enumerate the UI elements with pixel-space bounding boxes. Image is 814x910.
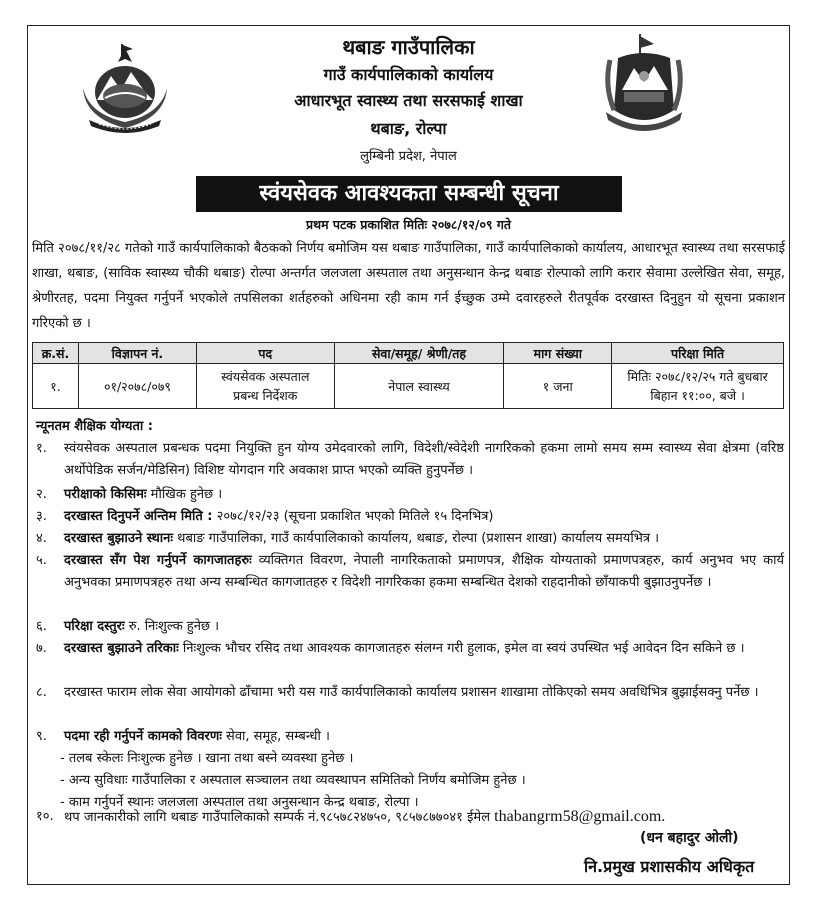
item-number: १. — [36, 441, 47, 456]
item-number: ६. — [36, 619, 47, 634]
col-header-sn: क्र.सं. — [33, 343, 79, 364]
contact-phone: थप जानकारीको लागि थबाङ गाउँपालिकाको सम्पर्क नं.९८५७८२४७५०, ९८५७८७७०४१ ईमेल — [64, 810, 491, 825]
item-label: दरखास्त बुझाउने स्थानः — [64, 531, 174, 546]
item-text — [64, 726, 784, 748]
cell-post — [196, 364, 334, 409]
branch-name: आधारभूत स्वास्थ्य तथा सरसफाई शाखा — [294, 91, 523, 110]
col-header-demand: माग संख्या — [504, 343, 612, 364]
item-body: रु. निःशुल्क हुनेछ । — [124, 619, 220, 634]
item-text — [64, 528, 784, 550]
cell-post-line1: स्वंयसेवक अस्पताल — [221, 369, 310, 384]
col-header-exam-date: परिक्षा मिति — [612, 343, 784, 364]
municipality-name: थबाङ गाउँपालिका — [342, 35, 475, 59]
notice-banner: स्वंयसेवक आवश्यकता सम्बन्धी सूचना — [196, 176, 622, 212]
item-body: दरखास्त फाराम लोक सेवा आयोगको ढाँचामा भरी यस गाउँ कार्यपालिकाको कार्यालय प्रशासन शाखामा तोकिएको समय अवधिभित्र बुझाईसक्नु पर्नेछ । — [64, 685, 759, 700]
item-number: ३. — [36, 509, 47, 524]
item-number: ४. — [36, 531, 47, 546]
sub-item-salary: - तलब स्केलः निःशुल्क हुनेछ । खाना तथा बस्ने व्यवस्था हुनेछ । — [60, 751, 354, 766]
sub-item-facilities: - अन्य सुविधाः गाउँपालिका र अस्पताल सञ्चालन तथा व्यवस्थापन समितिको निर्णय बमोजिम हुनेछ । — [60, 773, 526, 788]
cell-service: नेपाल स्वास्थ्य — [334, 364, 504, 409]
col-header-adv-no: विज्ञापन नं. — [78, 343, 196, 364]
municipality-logo-icon — [600, 30, 688, 140]
signatory-title: नि.प्रमुख प्रशासकीय अधिकृत — [584, 857, 755, 876]
item-number: ८. — [36, 685, 47, 700]
signatory-name: (धन बहादुर ओली) — [640, 830, 739, 846]
item-text — [64, 638, 784, 660]
qualification-title: न्यूनतम शैक्षिक योग्यता : — [36, 419, 153, 434]
province-country: लुम्बिनी प्रदेश, नेपाल — [360, 149, 457, 164]
table-row — [33, 364, 784, 409]
item-body: निःशुल्क भौचर रसिद तथा आवश्यक कागजातहरु संलग्न गरी हुलाक, इमेल वा स्वयं उपस्थित भई आवेदन दिन सकिने छ । — [178, 641, 745, 656]
table-header-row — [33, 343, 784, 364]
cell-exam-line2: बिहान ११:००, बजे । — [650, 388, 745, 403]
item-text — [64, 484, 784, 506]
item-text — [64, 550, 784, 594]
cell-demand: १ जना — [504, 364, 612, 409]
vacancy-table — [32, 342, 784, 409]
item-body: व्यक्तिगत विवरण, नेपाली नागरिकताको प्रमाणपत्र, शैक्षिक योग्यताको प्रमाणपत्रहरु, कार्य अनुभव भए कार्य अनुभवका प्रमाणपत्रहरु तथा अन्य सम्बन्धित कागजातहरु र विदेशी नागरिकका हकमा सम्बन्धित देशको राहदानीको छाँयाकपी बुझाउनुपर्नेछ । — [64, 553, 784, 590]
cell-adv-no: ०१/२०७८/०७९ — [78, 364, 196, 409]
item-text — [64, 438, 784, 482]
intro-paragraph: मिति २०७८/११/२८ गतेको गाउँ कार्यपालिकाको बैठकको निर्णय बमोजिम यस थबाङ गाउँपालिका, गाउँ कार्यपालिकाको कार्यालय, आधारभूत स्वास्थ्य तथा सरसफाई शाखा, थबाङ, (साविक स्वास्थ्य चौकी थबाङ) रोल्पा अन्तर्गत जलजला अस्पताल तथा अनुसन्धान केन्द्र थबाङ रोल्पाको लागि करार सेवामा उल्लेखित सेवा, समूह, श्रेणीरतह, पदमा नियुक्त गर्नुपर्ने भएकोले तपसिलका शर्तहरुको अधिनमा रही काम गर्न ईच्छुक उम्मे दवारहरुले रीतपूर्वक दरखास्त दिनुहुन यो सूचना प्रकाशन गरिएको छ । — [32, 241, 785, 331]
col-header-service: सेवा/समूह/ श्रेणी/तह — [334, 343, 504, 364]
item-body: थबाङ गाउँपालिका, गाउँ कार्यपालिकाको कार्यालय, थबाङ, रोल्पा (प्रशासन शाखा) कार्यालय समयभित्र । — [173, 531, 660, 546]
sub-item-workplace: - काम गर्नुपर्ने स्थानः जलजला अस्पताल तथा अनुसन्धान केन्द्र थबाङ, रोल्पा । — [60, 795, 419, 810]
item-text — [64, 616, 784, 638]
first-published-date: प्रथम पटक प्रकाशित मितिः २०७८/१२/०९ गते — [305, 217, 512, 232]
item-body: २०७८/१२/२३ (सूचना प्रकाशित भएको मितिले १५ दिनभित्र) — [212, 509, 494, 524]
nepal-emblem-icon — [75, 40, 175, 140]
item-label: परीक्षाको किसिमः — [64, 487, 147, 502]
item-label: दरखास्त दिनुपर्ने अन्तिम मिति : — [64, 509, 213, 524]
item-body: मौखिक हुनेछ । — [146, 487, 223, 502]
item-body: सेवा, समूह, सम्बन्धी । — [221, 729, 330, 744]
contact-text — [64, 806, 784, 829]
col-header-post: पद — [196, 343, 334, 364]
item-text — [64, 506, 784, 528]
item-label: पदमा रही गर्नुपर्ने कामको विवरणः — [64, 729, 222, 744]
item-text — [64, 682, 784, 704]
item-label: परिक्षा दस्तुरः — [64, 619, 125, 634]
cell-sn: १. — [33, 364, 79, 409]
item-label: दरखास्त सँग पेश गर्नुपर्ने कागजातहरुः — [64, 553, 252, 568]
office-name: गाउँ कार्यपालिकाको कार्यालय — [323, 65, 494, 84]
item-number: २. — [36, 487, 47, 502]
cell-exam-date — [612, 364, 784, 409]
item-number: १०. — [36, 809, 54, 824]
office-location: थबाङ, रोल्पा — [370, 119, 447, 138]
item-label: दरखास्त बुझाउने तरिकाः — [64, 641, 179, 656]
item-number: ७. — [36, 641, 47, 656]
item-number: ५. — [36, 553, 47, 568]
contact-email: thabangrm58@gmail.com. — [494, 808, 666, 825]
cell-post-line2: प्रबन्ध निर्देशक — [233, 388, 298, 403]
cell-exam-line1: मितिः २०७८/१२/२५ गते बुधबार — [627, 369, 768, 384]
item-body: स्वंयसेवक अस्पताल प्रबन्धक पदमा नियुक्ति हुन योग्य उमेदवारको लागि, विदेशी/स्वेदेशी नागरिकको हकमा लामो समय सम्म स्वास्थ्य सेवा क्षेत्रमा (वरिष्ठ अर्थोपेडिक सर्जन/मेडिसिन) विशिष्ट योगदान गरि अवकाश प्राप्त भएको व्यक्ति हुनुपर्नेछ । — [64, 441, 784, 478]
item-number: ९. — [36, 729, 47, 744]
